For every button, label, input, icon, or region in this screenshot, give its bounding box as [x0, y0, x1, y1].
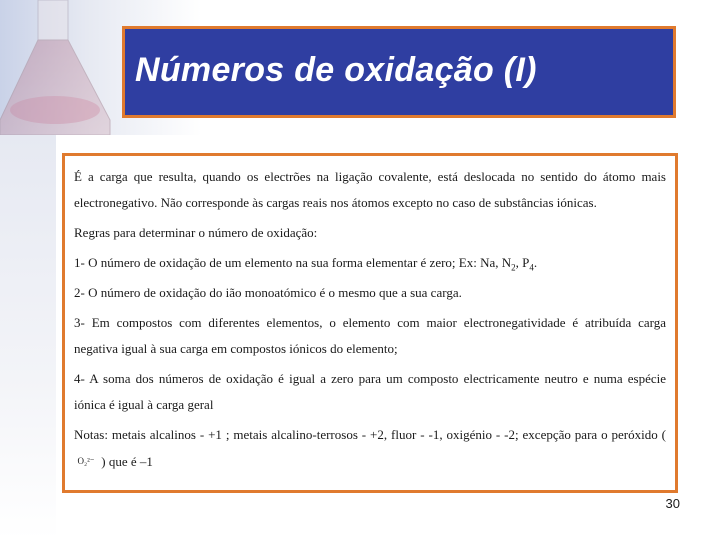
rule-1-sep: , P	[515, 255, 530, 270]
notes-text: Notas: metais alcalinos - +1 ; metais alcalino-terrosos - +2, fluor - -1, oxigénio - -2; excepção para o peróxido (	[74, 427, 666, 442]
rule-2: 2- O número de oxidação do ião monoatómico é o mesmo que a sua carga.	[74, 285, 462, 300]
rules-heading: Regras para determinar o número de oxidação:	[74, 225, 318, 240]
intro-paragraph: É a carga que resulta, quando os electrões na ligação covalente, está deslocada no sentido do átomo mais electronegativo. Não corresponde às cargas reais nos átomos excepto no caso de substâncias iónicas.	[74, 169, 666, 210]
side-bar	[0, 135, 56, 540]
title-box	[122, 26, 676, 118]
rule-1-end: .	[533, 255, 538, 270]
p4-subscript: 4	[529, 262, 534, 273]
flask-icon	[0, 0, 130, 135]
notes-end: ) que é –1	[98, 454, 153, 469]
rule-3: 3- Em compostos com diferentes elementos, o elemento com maior electronegatividade é atribuída carga negativa igual à sua carga em compostos iónicos do elemento;	[74, 315, 666, 356]
rule-4: 4- A soma dos números de oxidação é igual a zero para um composto electricamente neutro e numa espécie iónica é igual à carga geral	[74, 371, 666, 412]
peroxide-formula: O₂²⁻	[77, 456, 95, 466]
rule-1	[74, 250, 666, 276]
rule-1-text: 1- O número de oxidação de um elemento na sua forma elementar é zero; Ex: Na, N	[74, 255, 512, 270]
slide-title: Números de oxidação (I)	[135, 51, 537, 89]
content-box	[62, 153, 678, 493]
page-number: 30	[665, 496, 680, 511]
n2-subscript: 2	[511, 262, 516, 273]
notes	[74, 422, 666, 475]
